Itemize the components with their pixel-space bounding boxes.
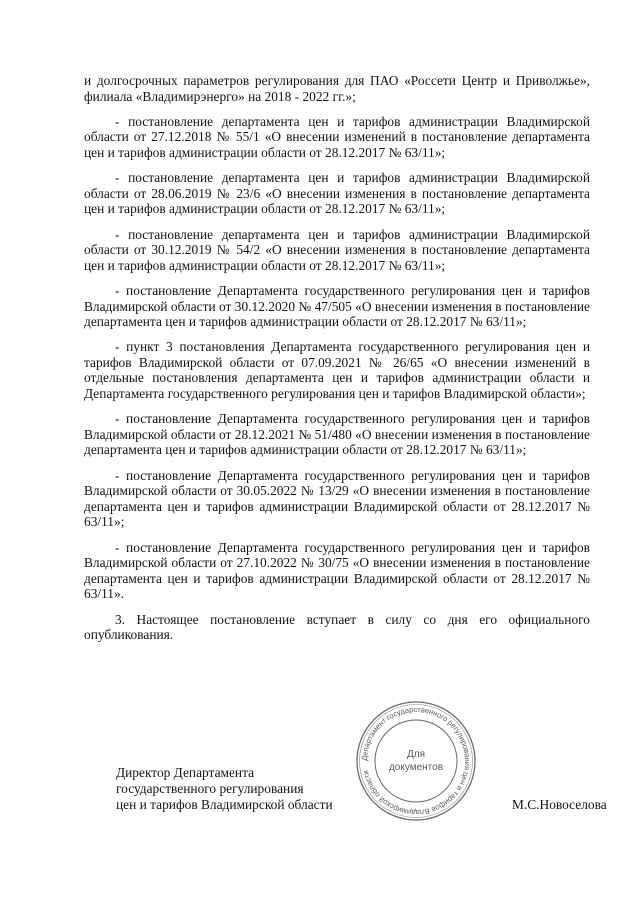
paragraph-p6: - постановление Департамента государственного регулирования цен и тарифов Владимирской области от 28.12.2021 № 51/480 «О внесении изменения в постановление департамента цен и тарифов администрации области от 28.12.2017 № 63/11»; bbox=[84, 411, 590, 458]
paragraph-p2: - постановление департамента цен и тарифов администрации Владимирской области от 28.06.2019 № 23/6 «О внесении изменения в постановление департамента цен и тарифов администрации области от 28.12.2017 № 63/11»; bbox=[84, 170, 590, 217]
signatory-title-line-2: государственного регулирования bbox=[116, 781, 304, 796]
signatory-name: М.С.Новоселова bbox=[512, 797, 607, 812]
paragraph-p4: - постановление Департамента государственного регулирования цен и тарифов Владимирской области от 30.12.2020 № 47/505 «О внесении изменения в постановление департамента цен и тарифов администрации области от 28.12.2017 № 63/11»; bbox=[84, 282, 590, 330]
signatory-title-line-1: Директор Департамента bbox=[116, 765, 255, 780]
seal-ring-text: Департамент государственного регулирования цен и тарифов Владимирской области bbox=[359, 704, 473, 818]
document-body bbox=[84, 73, 590, 652]
official-seal bbox=[354, 699, 478, 823]
signatory-title-line-3: цен и тарифов Владимирской области bbox=[116, 797, 333, 812]
paragraph-p5: - пункт 3 постановления Департамента государственного регулирования цен и тарифов Владимирской области от 07.09.2021 № 26/65 «О внесении изменений в отдельные постановления департамента цен и тарифов администрации области и Департамента государственного регулирования цен и тарифов Владимирской области»; bbox=[84, 339, 590, 402]
paragraph-p1: - постановление департамента цен и тарифов администрации Владимирской области от 27.12.2018 № 55/1 «О внесении изменений в постановление департамента цен и тарифов администрации области от 28.12.2017 № 63/11»; bbox=[84, 113, 590, 160]
signatory-title bbox=[116, 765, 333, 813]
seal-graphic bbox=[354, 699, 478, 823]
paragraph-p8: - постановление Департамента государственного регулирования цен и тарифов Владимирской области от 27.10.2022 № 30/75 «О внесении изменения в постановление департамента цен и тарифов администрации Владимирской области от 28.12.2017 № 63/11». bbox=[84, 539, 590, 602]
paragraph-p7: - постановление Департамента государственного регулирования цен и тарифов Владимирской области от 30.05.2022 № 13/29 «О внесении изменения в постановление департамента цен и тарифов администрации Владимирской области от 28.12.2017 № 63/11»; bbox=[84, 467, 590, 530]
paragraph-p0: и долгосрочных параметров регулирования для ПАО «Россети Центр и Приволжье», филиала «Владимирэнерго» на 2018 - 2022 гг.»; bbox=[84, 73, 590, 104]
paragraph-p9: 3. Настоящее постановление вступает в силу со дня его официального опубликования. bbox=[84, 611, 590, 643]
paragraph-p3: - постановление департамента цен и тарифов администрации Владимирской области от 30.12.2019 № 54/2 «О внесении изменения в постановление департамента цен и тарифов администрации области от 28.12.2017 № 63/11»; bbox=[84, 226, 590, 273]
seal-center-line-1: Для bbox=[406, 749, 426, 760]
seal-center-line-2: документов bbox=[388, 762, 444, 773]
